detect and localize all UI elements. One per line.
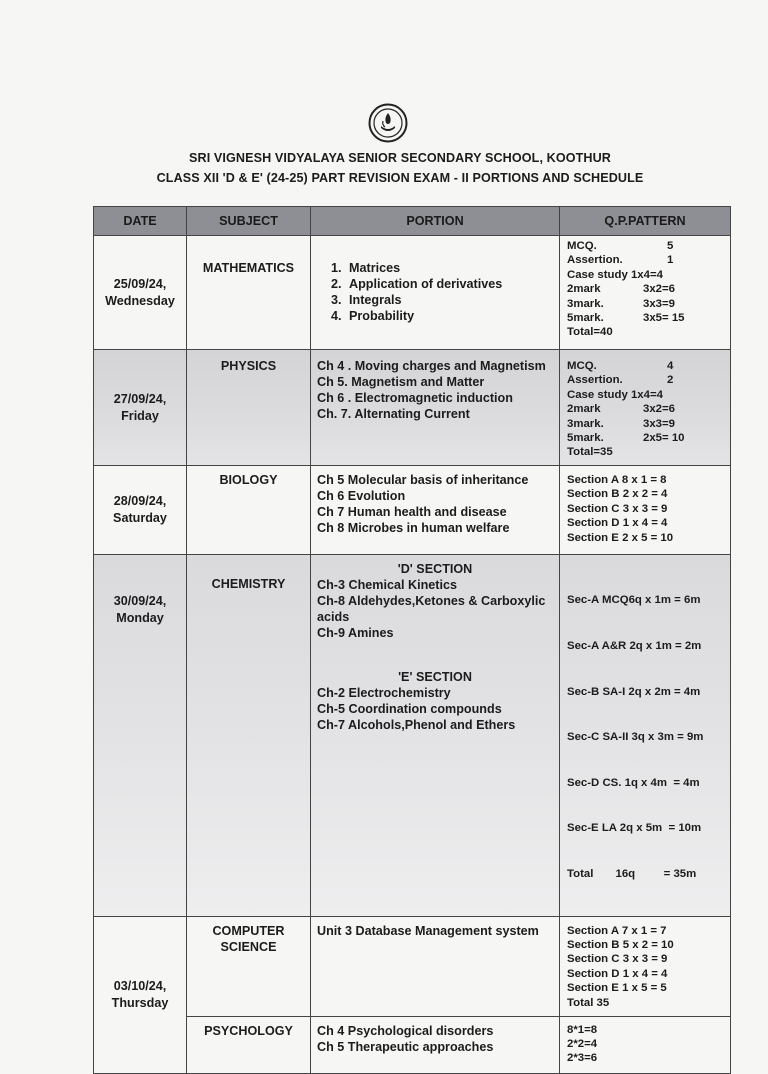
exam-title: CLASS XII 'D & E' (24-25) PART REVISION EXAM - II PORTIONS AND SCHEDULE <box>156 171 644 185</box>
portion-item: Ch 6 . Electromagnetic induction <box>317 391 513 405</box>
portion-item: Unit 3 Database Management system <box>317 923 539 938</box>
qp-line: 2*3=6 <box>567 1052 598 1065</box>
subject-name: SCIENCE <box>220 939 277 954</box>
qp-line <box>567 373 725 387</box>
qp-value: 2x5= 10 <box>643 432 685 445</box>
qp-key: Case study 1x4=4 <box>567 268 663 281</box>
subject-cell <box>187 555 311 917</box>
d-section-title: 'D' SECTION <box>397 562 473 576</box>
qp-line <box>567 297 725 311</box>
qp-pattern-cell <box>560 916 731 1016</box>
qp-pattern-cell <box>560 466 731 555</box>
qp-value: 1 <box>667 254 674 267</box>
qp-line: Section E 2 x 5 = 10 <box>567 531 674 544</box>
table-row-mathematics <box>94 236 731 350</box>
header-qp-pattern: Q.P.PATTERN <box>560 207 731 236</box>
qp-line: Section A 8 x 1 = 8 <box>567 474 667 486</box>
qp-line: Section C 3 x 3 = 9 <box>567 502 668 515</box>
qp-key: Total=35 <box>567 446 613 459</box>
portion-item: 3. Integrals <box>345 292 553 308</box>
portion-item: 1. Matrices <box>345 260 553 276</box>
qp-key: Total=40 <box>567 326 613 339</box>
qp-line: Sec-D CS. 1q x 4m = 4m <box>567 776 700 789</box>
qp-key: Assertion. <box>567 374 623 387</box>
portion-item: Ch-3 Chemical Kinetics <box>317 578 457 592</box>
qp-line <box>567 325 725 339</box>
qp-value: 3x2=6 <box>643 283 675 296</box>
subject-cell <box>187 1016 311 1073</box>
date-cell <box>94 555 187 917</box>
subject-name: MATHEMATICS <box>202 261 295 275</box>
portion-item: Ch 4 . Moving charges and Magnetism <box>317 359 546 373</box>
portion-cell <box>311 466 560 555</box>
table-row-chemistry <box>94 555 731 917</box>
day: Friday <box>121 408 159 423</box>
portion-list <box>317 260 553 324</box>
qp-line <box>567 388 725 402</box>
portion-item: Ch 5 Molecular basis of inheritance <box>317 473 529 487</box>
subject-name: CHEMISTRY <box>211 577 286 591</box>
portion-cell <box>311 1016 560 1073</box>
portion-item: Ch-5 Coordination compounds <box>317 702 502 716</box>
day: Monday <box>116 611 164 625</box>
day: Wednesday <box>105 293 175 308</box>
qp-line <box>567 445 725 459</box>
qp-line: Sec-B SA-I 2q x 2m = 4m <box>567 685 701 698</box>
qp-value: 2 <box>667 374 674 387</box>
qp-line: Section E 1 x 5 = 5 <box>567 982 667 995</box>
schedule-table <box>93 206 731 1074</box>
portion-item: Ch 6 Evolution <box>317 489 406 503</box>
qp-line: Sec-E LA 2q x 5m = 10m <box>567 822 702 835</box>
qp-value: 4 <box>667 360 674 372</box>
qp-line <box>567 417 725 431</box>
subject-name: PSYCHOLOGY <box>204 1023 293 1038</box>
portion-item: Ch-8 Aldehydes,Ketones & Carboxylic acids <box>317 594 546 624</box>
portion-item: Ch 5. Magnetism and Matter <box>317 375 485 389</box>
date: 03/10/24, <box>113 978 167 993</box>
subject-cell <box>187 466 311 555</box>
qp-line: Sec-C SA-II 3q x 3m = 9m <box>567 731 704 744</box>
portion-item: Ch. 7. Alternating Current <box>317 407 470 421</box>
school-emblem-icon <box>368 103 408 143</box>
qp-pattern-cell <box>560 236 731 350</box>
qp-line <box>567 359 725 373</box>
date-cell <box>94 916 187 1073</box>
table-row-psychology <box>94 1016 731 1073</box>
subject-cell <box>187 236 311 350</box>
qp-line <box>567 282 725 296</box>
qp-line: Section B 2 x 2 = 4 <box>567 488 668 501</box>
qp-line: Total 16q = 35m <box>567 868 697 881</box>
qp-line <box>567 311 725 325</box>
header-row <box>94 207 731 236</box>
qp-value: 5 <box>667 240 674 252</box>
school-name: SRI VIGNESH VIDYALAYA SENIOR SECONDARY SCHOOL, KOOTHUR <box>189 151 611 165</box>
e-section-title: 'E' SECTION <box>398 670 472 684</box>
qp-value: 3x3=9 <box>643 417 675 430</box>
qp-line <box>567 239 725 253</box>
qp-key: 5mark. <box>567 432 604 445</box>
qp-key: Assertion. <box>567 254 623 267</box>
qp-line: 8*1=8 <box>567 1023 598 1036</box>
date: 30/09/24, <box>113 594 167 608</box>
qp-pattern-cell <box>560 1016 731 1073</box>
portion-item: Ch 4 Psychological disorders <box>317 1023 494 1038</box>
day: Thursday <box>111 995 169 1010</box>
portion-item: 2. Application of derivatives <box>345 276 553 292</box>
subject-name: COMPUTER <box>212 923 285 938</box>
header-portion: PORTION <box>311 207 560 236</box>
portion-cell <box>311 350 560 466</box>
qp-key: 2mark <box>567 403 601 416</box>
portion-cell <box>311 555 560 917</box>
subject-cell <box>187 350 311 466</box>
qp-line <box>567 431 725 445</box>
header-subject: SUBJECT <box>187 207 311 236</box>
qp-line <box>567 402 725 416</box>
portion-item: Ch-2 Electrochemistry <box>317 686 451 700</box>
qp-value: 3x2=6 <box>643 403 675 416</box>
qp-key: 3mark. <box>567 417 604 430</box>
qp-key: Case study 1x4=4 <box>567 388 663 401</box>
subject-name: PHYSICS <box>220 359 277 373</box>
date-cell <box>94 350 187 466</box>
table-row-computer-science <box>94 916 731 1016</box>
portion-cell <box>311 916 560 1016</box>
qp-line: Section D 1 x 4 = 4 <box>567 967 668 980</box>
qp-key: MCQ. <box>567 360 597 372</box>
subject-name: BIOLOGY <box>219 473 278 487</box>
qp-key: 2mark <box>567 283 601 296</box>
portion-item: Ch 8 Microbes in human welfare <box>317 521 510 535</box>
qp-line: Sec-A A&R 2q x 1m = 2m <box>567 640 702 653</box>
qp-value: 3x5= 15 <box>643 312 685 325</box>
portion-item: 4. Probability <box>345 308 553 324</box>
date: 28/09/24, <box>113 494 167 508</box>
qp-line: Section C 3 x 3 = 9 <box>567 953 668 966</box>
qp-key: 3mark. <box>567 297 604 310</box>
portion-item: Ch-9 Amines <box>317 626 394 640</box>
date-cell <box>94 466 187 555</box>
qp-line: Section D 1 x 4 = 4 <box>567 517 668 530</box>
date-cell <box>94 236 187 350</box>
qp-key: 5mark. <box>567 312 604 325</box>
table-row-physics <box>94 350 731 466</box>
date: 27/09/24, <box>113 391 167 406</box>
qp-line: Total 35 <box>567 996 610 1009</box>
table-row-biology <box>94 466 731 555</box>
portion-item: Ch-7 Alcohols,Phenol and Ethers <box>317 718 516 732</box>
portion-item: Ch 5 Therapeutic approaches <box>317 1039 494 1054</box>
day: Saturday <box>113 511 167 525</box>
qp-line: Section B 5 x 2 = 10 <box>567 939 674 952</box>
qp-pattern-cell <box>560 555 731 917</box>
subject-cell <box>187 916 311 1016</box>
header-date: DATE <box>94 207 187 236</box>
qp-line: Section A 7 x 1 = 7 <box>567 924 667 937</box>
qp-line <box>567 268 725 282</box>
qp-value: 3x3=9 <box>643 297 675 310</box>
qp-key: MCQ. <box>567 240 597 252</box>
qp-line <box>567 253 725 267</box>
portion-item: Ch 7 Human health and disease <box>317 505 507 519</box>
qp-pattern-cell <box>560 350 731 466</box>
date: 25/09/24, <box>113 276 167 291</box>
portion-cell <box>311 236 560 350</box>
qp-line: 2*2=4 <box>567 1038 598 1051</box>
qp-line: Sec-A MCQ6q x 1m = 6m <box>567 594 701 607</box>
